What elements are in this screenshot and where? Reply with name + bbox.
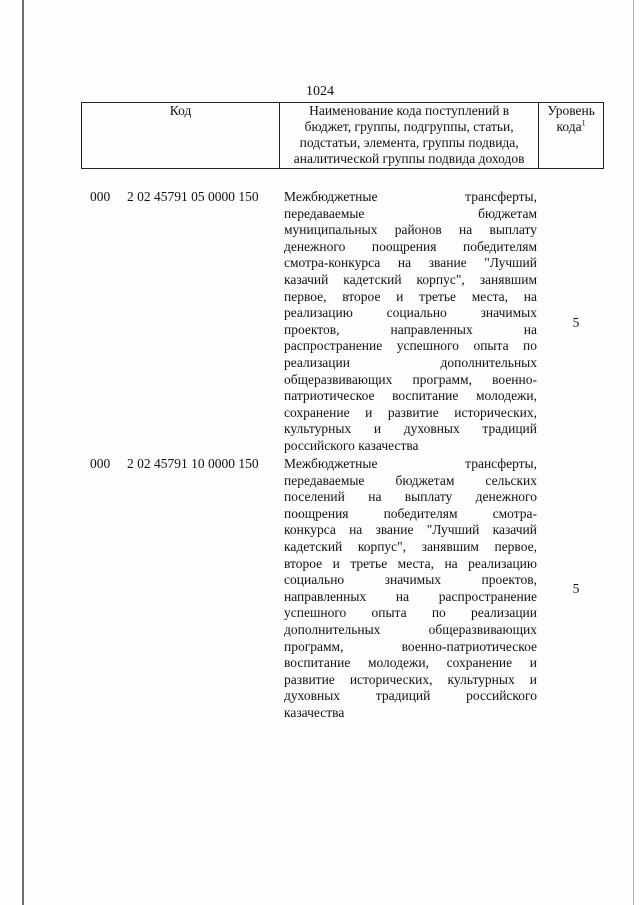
name-line: казачества bbox=[284, 704, 345, 720]
name-line: реализации дополнительных bbox=[284, 354, 537, 370]
name-line: первое, второе и третье места, на bbox=[284, 288, 537, 304]
header-code: Код bbox=[169, 103, 192, 118]
level-value: 5 bbox=[572, 581, 580, 596]
name-line: дополнительных общеразвивающих bbox=[284, 621, 537, 637]
name-line: смотра-конкурса на звание "Лучший bbox=[284, 255, 537, 271]
name-line: социально значимых проектов, bbox=[284, 572, 537, 588]
name-line: направленных на распространение bbox=[284, 588, 537, 604]
name-line: российского казачества bbox=[284, 437, 419, 453]
name-line: культурных и духовных традиций bbox=[284, 421, 537, 437]
admin-code: 000 bbox=[90, 189, 111, 204]
page-number: 1024 bbox=[306, 84, 334, 99]
header-name-cell bbox=[280, 103, 539, 169]
name-line: развитие исторических, культурных и bbox=[284, 671, 537, 687]
budget-code: 2 02 45791 05 0000 150 bbox=[127, 189, 259, 204]
name-line: реализацию социально значимых bbox=[284, 305, 537, 321]
name-line: воспитание молодежи, сохранение и bbox=[284, 655, 537, 671]
name-line: успешного опыта по реализации bbox=[284, 605, 537, 621]
header-level-cell bbox=[539, 103, 604, 169]
name-line: программ, военно-патриотическое bbox=[284, 638, 537, 654]
header-name-line: Наименование кода поступлений в bbox=[309, 103, 510, 118]
budget-code: 2 02 45791 10 0000 150 bbox=[127, 456, 259, 471]
name-line: распространение успешного опыта по bbox=[284, 338, 537, 354]
name-line: денежного поощрения победителям bbox=[284, 238, 537, 254]
scan-right-edge bbox=[633, 0, 634, 905]
level-value: 5 bbox=[572, 315, 580, 330]
name-line: передаваемые бюджетам сельских bbox=[284, 472, 537, 488]
name-line: проектов, направленных на bbox=[284, 321, 537, 337]
name-line: поощрения победителям смотра- bbox=[284, 505, 537, 521]
header-name-line: подстатьи, элемента, группы подвида, bbox=[299, 135, 519, 150]
header-level-footnote: 1 bbox=[581, 118, 586, 128]
name-line: поселений на выплату денежного bbox=[284, 489, 537, 505]
row-name bbox=[284, 456, 537, 722]
table-header bbox=[81, 102, 604, 169]
name-line: муниципальных районов на выплату bbox=[284, 222, 537, 238]
name-line: второе и третье места, на реализацию bbox=[284, 555, 537, 571]
name-line: патриотическое воспитание молодежи, bbox=[284, 388, 537, 404]
name-line: духовных традиций российского bbox=[284, 688, 537, 704]
name-line: Межбюджетные трансферты, bbox=[284, 189, 537, 204]
name-line: передаваемые бюджетам bbox=[284, 205, 537, 221]
name-line: казачий кадетский корпус", занявшим bbox=[284, 271, 537, 287]
scan-left-edge bbox=[22, 0, 24, 905]
header-level-line1: Уровень bbox=[547, 103, 595, 118]
name-line: сохранение и развитие исторических, bbox=[284, 404, 537, 420]
header-code-cell bbox=[82, 103, 280, 169]
name-line: кадетский корпус", занявшим первое, bbox=[284, 538, 537, 554]
name-line: Межбюджетные трансферты, bbox=[284, 456, 537, 471]
name-line: конкурса на звание "Лучший казачий bbox=[284, 522, 537, 538]
admin-code: 000 bbox=[90, 456, 111, 471]
header-name-line: бюджет, группы, подгруппы, статьи, bbox=[304, 119, 514, 134]
header-level-word: кода bbox=[556, 119, 582, 134]
header-name-line: аналитической группы подвида доходов bbox=[293, 151, 525, 166]
name-line: общеразвивающих программ, военно- bbox=[284, 371, 537, 387]
row-name bbox=[284, 189, 537, 455]
header-level-line2 bbox=[541, 119, 601, 135]
